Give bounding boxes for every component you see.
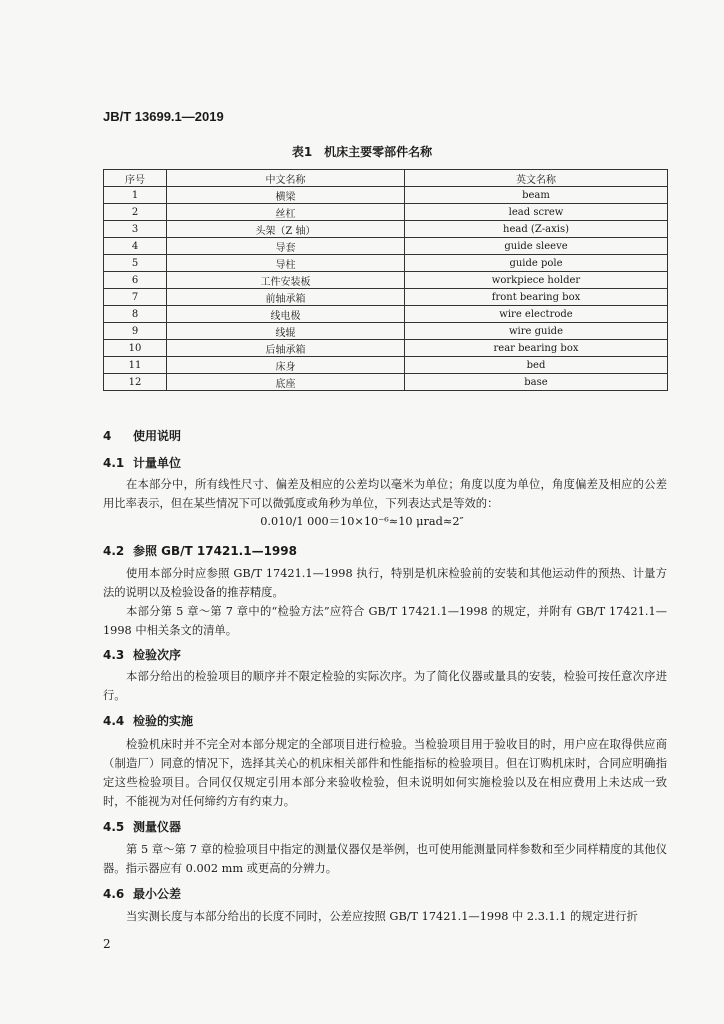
table-row — [104, 289, 668, 306]
cell-serial: 5 — [104, 255, 167, 272]
cell-chinese-name: 丝杠 — [167, 204, 405, 221]
cell-english-name: wire electrode — [405, 306, 668, 323]
section-4-5-paragraph: 第 5 章～第 7 章的检验项目中指定的测量仪器仅是举例，也可使用能测量同样参数和至少同样精度的其他仪器。指示器应有 0.002 mm 或更高的分辨力。 — [103, 843, 667, 875]
cell-chinese-name: 横梁 — [167, 187, 405, 204]
section-4-2-heading — [103, 542, 297, 559]
cell-english-name: guide sleeve — [405, 238, 668, 255]
cell-serial: 1 — [104, 187, 167, 204]
cell-serial: 9 — [104, 323, 167, 340]
cell-serial: 2 — [104, 204, 167, 221]
cell-serial: 6 — [104, 272, 167, 289]
cell-chinese-name: 底座 — [167, 374, 405, 391]
header-cell-serial: 序号 — [104, 170, 167, 187]
cell-english-name: workpiece holder — [405, 272, 668, 289]
table-row — [104, 306, 668, 323]
section-title: 检验次序 — [133, 648, 182, 662]
cell-english-name: front bearing box — [405, 289, 668, 306]
page-number: 2 — [103, 937, 111, 951]
section-4-5-heading — [103, 818, 181, 835]
section-number: 4.4 — [103, 714, 125, 728]
section-4-1-heading — [103, 454, 181, 471]
header-cell-chinese-name: 中文名称 — [167, 170, 405, 187]
cell-chinese-name: 线辊 — [167, 323, 405, 340]
section-number: 4.3 — [103, 648, 125, 662]
cell-serial: 12 — [104, 374, 167, 391]
table-row — [104, 323, 668, 340]
section-4-2-paragraph-2: 本部分第 5 章～第 7 章中的“检验方法”应符合 GB/T 17421.1—1998 的规定，并附有 GB/T 17421.1—1998 中相关条文的清单。 — [103, 605, 667, 637]
table-row — [104, 238, 668, 255]
cell-serial: 11 — [104, 357, 167, 374]
cell-chinese-name: 前轴承箱 — [167, 289, 405, 306]
section-4-3-paragraph: 本部分给出的检验项目的顺序并不限定检验的实际次序。为了简化仪器或量具的安装，检验可按任意次序进行。 — [103, 670, 667, 702]
section-4-6-heading — [103, 885, 181, 902]
cell-english-name: guide pole — [405, 255, 668, 272]
section-title: 测量仪器 — [133, 820, 182, 834]
cell-english-name: head (Z-axis) — [405, 221, 668, 238]
section-4-4-paragraph: 检验机床时并不完全对本部分规定的全部项目进行检验。当检验项目用于验收目的时，用户应在取得供应商（制造厂）同意的情况下，选择其关心的机床相关部件和性能指标的检验项目。但在订购机床时，合同应明确指定这些检验项目。合同仅仅规定引用本部分来验收检验，但未说明如何实施检验以及在相应费用上未达成一致时，不能视为对任何缔约方有约束力。 — [103, 738, 667, 808]
section-title: 最小公差 — [133, 887, 182, 901]
cell-english-name: wire guide — [405, 323, 668, 340]
section-4-3-heading — [103, 646, 181, 663]
cell-chinese-name: 工件安装板 — [167, 272, 405, 289]
cell-english-name: beam — [405, 187, 668, 204]
table-row — [104, 221, 668, 238]
standard-code: JB/T 13699.1—2019 — [103, 109, 224, 124]
section-4-1-paragraph: 在本部分中，所有线性尺寸、偏差及相应的公差均以毫米为单位；角度以度为单位，角度偏差及相应的公差用比率表示，但在某些情况下可以微弧度或角秒为单位，下列表达式是等效的： — [103, 478, 667, 510]
header-cell-english-name: 英文名称 — [405, 170, 668, 187]
cell-serial: 4 — [104, 238, 167, 255]
section-number: 4.6 — [103, 887, 125, 901]
table-title: 表1 机床主要零部件名称 — [291, 145, 433, 159]
section-title: 检验的实施 — [133, 714, 194, 728]
cell-serial: 3 — [104, 221, 167, 238]
cell-english-name: rear bearing box — [405, 340, 668, 357]
cell-chinese-name: 后轴承箱 — [167, 340, 405, 357]
section-number: 4.2 — [103, 544, 125, 558]
cell-english-name: bed — [405, 357, 668, 374]
cell-chinese-name: 床身 — [167, 357, 405, 374]
cell-english-name: base — [405, 374, 668, 391]
table-row — [104, 357, 668, 374]
section-4-6-paragraph: 当实测长度与本部分给出的长度不同时，公差应按照 GB/T 17421.1—1998 中 2.3.1.1 的规定进行折 — [126, 910, 638, 923]
section-number: 4.1 — [103, 456, 125, 470]
cell-serial: 8 — [104, 306, 167, 323]
parts-table — [103, 169, 668, 391]
cell-chinese-name: 头架（Z 轴） — [167, 221, 405, 238]
cell-chinese-name: 线电极 — [167, 306, 405, 323]
cell-chinese-name: 导柱 — [167, 255, 405, 272]
equivalence-formula: 0.010/1 000＝10×10⁻⁶≈10 μrad≈2″ — [260, 515, 464, 528]
table-row — [104, 204, 668, 221]
section-title: 计量单位 — [133, 456, 182, 470]
cell-serial: 10 — [104, 340, 167, 357]
table-header-row — [104, 170, 668, 187]
section-4-4-heading — [103, 712, 193, 729]
section-4-2-paragraph-1: 使用本部分时应参照 GB/T 17421.1—1998 执行，特别是机床检验前的安装和其他运动件的预热、计量方法的说明以及检验设备的推荐精度。 — [103, 567, 667, 599]
table-row — [104, 272, 668, 289]
section-title: 参照 GB/T 17421.1—1998 — [133, 544, 297, 558]
table-row — [104, 255, 668, 272]
section-number: 4 — [103, 429, 112, 443]
cell-english-name: lead screw — [405, 204, 668, 221]
table-row — [104, 187, 668, 204]
cell-serial: 7 — [104, 289, 167, 306]
section-4-heading — [103, 427, 181, 444]
section-title: 使用说明 — [133, 429, 182, 443]
section-number: 4.5 — [103, 820, 125, 834]
cell-chinese-name: 导套 — [167, 238, 405, 255]
table-row — [104, 340, 668, 357]
table-row — [104, 374, 668, 391]
